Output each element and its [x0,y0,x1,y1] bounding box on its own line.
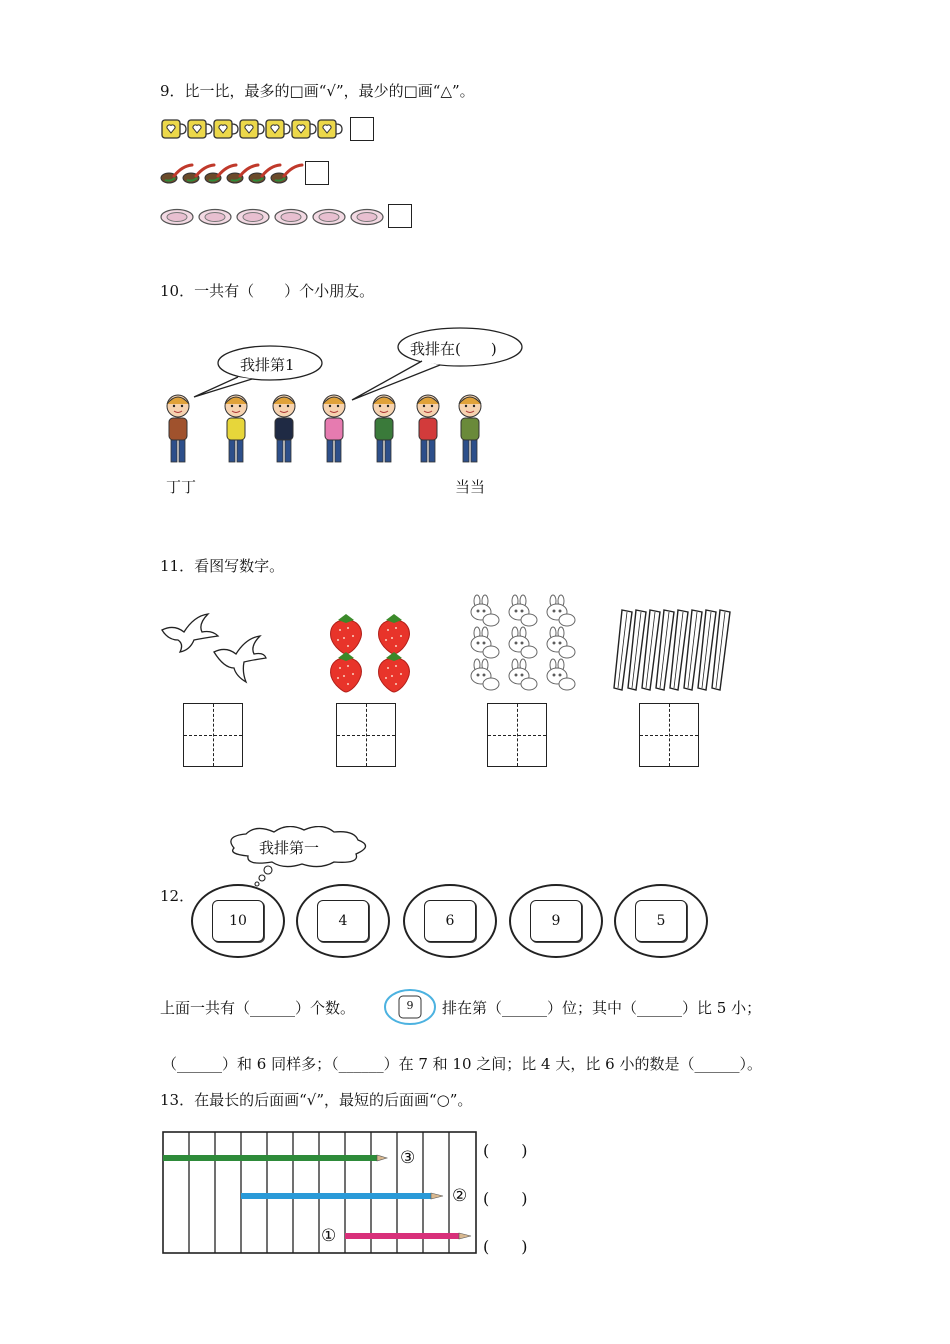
q12-line2: （______）和 6 同样多；（______）在 7 和 10 之间；比 4 大，比 6 小的数是（______）。 [162,1055,762,1073]
q12-plate-3 [403,884,497,958]
q9-answer-box-2[interactable] [305,161,329,185]
kid-6 [417,395,439,462]
kid-2 [225,395,247,462]
q13-label-1: ① [321,1226,337,1246]
q12-card-4: 9 [530,900,582,942]
kid-7 [459,395,481,462]
q10-bubble-2: 我排在( ) [410,340,497,358]
spoon-icon [160,160,305,188]
q13-answer-3[interactable]: ( ) [483,1237,528,1256]
q10-children [160,392,500,474]
kid-5 [373,395,395,462]
q12-plate-2 [296,884,390,958]
q11-answer-box-4[interactable] [639,703,699,767]
q13-pencil-1 [345,1233,459,1239]
q12-badge [383,988,437,1026]
q12-label: 12． [160,887,195,905]
q11-answer-box-1[interactable] [183,703,243,767]
q12-line1-a: 上面一共有（______）个数。 [160,999,356,1017]
kid-1 [167,395,189,462]
q12-plate-4 [509,884,603,958]
q11-text: 11．看图写数字。 [160,557,285,575]
q10-bubble-1: 我排第1 [240,356,295,374]
q11-answer-box-2[interactable] [336,703,396,767]
kid-3 [273,395,295,462]
q13-label-2: ② [452,1186,468,1206]
q9-spoons-row [160,160,305,192]
bird-icon [158,610,268,692]
plate-icon [160,207,390,227]
q10-text: 10．一共有（ ）个小朋友。 [160,282,375,300]
q10-name-left: 丁丁 [166,478,197,496]
q11-answer-box-3[interactable] [487,703,547,767]
rabbit-icon [465,594,585,694]
q13-pencil-2 [241,1193,431,1199]
cup-icon [160,116,350,144]
q9-answer-box-1[interactable] [350,117,374,141]
q12-plate-1 [191,884,285,958]
q13-label-3: ③ [400,1148,416,1168]
stick-icon [612,608,734,692]
q9-answer-box-3[interactable] [388,204,412,228]
q12-thought-text: 我排第一 [259,839,320,857]
strawberry-icon [322,612,422,694]
q13-text: 13．在最长的后面画“√”，最短的后面画“○”。 [160,1091,473,1109]
q12-card-2: 4 [317,900,369,942]
q13-pencil-3 [163,1155,377,1161]
q9-text: 9．比一比，最多的□画“√”，最少的□画“△”。 [160,82,475,100]
q10-name-right: 当当 [455,478,486,496]
q12-card-5: 5 [635,900,687,942]
q12-badge-number: 9 [406,999,414,1012]
q12-card-1: 10 [212,900,264,942]
q12-line1-b: 排在第（______）位；其中（______）比 5 小； [442,999,762,1017]
q12-card-3: 6 [424,900,476,942]
q13-answer-1[interactable]: ( ) [483,1141,528,1160]
q9-plates-row [160,207,390,231]
kid-4 [323,395,345,462]
q12-plate-5 [614,884,708,958]
q13-answer-2[interactable]: ( ) [483,1189,528,1208]
q9-cups-row [160,116,350,148]
